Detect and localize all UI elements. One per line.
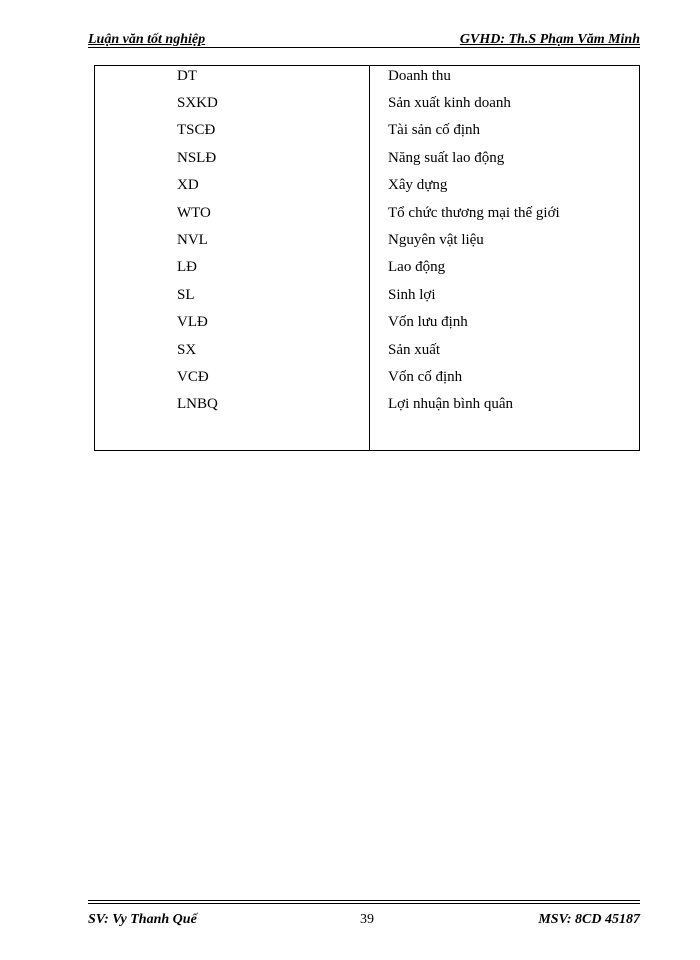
abbreviation-meaning: Vốn cố định xyxy=(388,369,463,385)
abbreviation-meaning: Nguyên vật liệu xyxy=(388,232,484,248)
table-row xyxy=(95,287,639,314)
abbreviation-meaning: Lao động xyxy=(388,259,446,275)
header-rule xyxy=(88,47,640,48)
abbreviation-meaning: Doanh thu xyxy=(388,68,451,84)
abbreviation-code: VLĐ xyxy=(177,314,208,330)
abbreviation-meaning: Xây dựng xyxy=(388,177,448,193)
student-id: MSV: 8CD 45187 xyxy=(538,912,640,927)
table-row xyxy=(95,150,639,177)
table-row xyxy=(95,95,639,122)
abbreviation-code: SXKD xyxy=(177,95,218,111)
abbreviation-meaning: Sản xuất kinh doanh xyxy=(388,95,511,111)
abbreviation-code: SL xyxy=(177,287,195,303)
abbreviation-meaning: Tài sản cố định xyxy=(388,122,481,138)
table-row xyxy=(95,369,639,396)
abbreviation-meaning: Vốn lưu định xyxy=(388,314,468,330)
footer-rule xyxy=(88,900,640,901)
table-row xyxy=(95,122,639,149)
page-number: 39 xyxy=(360,912,374,927)
abbreviation-code: LNBQ xyxy=(177,396,218,412)
abbreviation-code: WTO xyxy=(177,205,211,221)
abbreviation-meaning: Tổ chức thương mại thế giới xyxy=(388,205,560,221)
thesis-title: Luận văn tốt nghiệp xyxy=(88,32,206,47)
abbreviation-code: VCĐ xyxy=(177,369,209,385)
table-row xyxy=(95,396,639,423)
table-row xyxy=(95,177,639,204)
footer-rule xyxy=(88,903,640,904)
student-name: SV: Vy Thanh Quế xyxy=(88,912,197,927)
page-header xyxy=(88,30,640,48)
abbreviation-code: NVL xyxy=(177,232,208,248)
table-row xyxy=(95,205,639,232)
abbreviation-code: LĐ xyxy=(177,259,197,275)
abbreviation-code: TSCĐ xyxy=(177,122,216,138)
abbreviation-meaning: Năng suất lao động xyxy=(388,150,505,166)
page-footer xyxy=(88,900,640,930)
abbreviation-meaning: Sản xuất xyxy=(388,342,441,358)
table-row xyxy=(95,232,639,259)
abbreviation-code: DT xyxy=(177,68,197,84)
advisor-name: GVHD: Th.S Phạm Văm Minh xyxy=(459,32,640,47)
table-row xyxy=(95,68,639,95)
abbreviation-table xyxy=(94,65,640,451)
table-row xyxy=(95,314,639,341)
abbreviation-meaning: Sinh lợi xyxy=(388,287,436,303)
abbreviation-meaning: Lợi nhuận bình quân xyxy=(388,396,513,412)
abbreviation-code: SX xyxy=(177,342,197,358)
abbreviation-code: XD xyxy=(177,177,199,193)
abbreviation-code: NSLĐ xyxy=(177,150,217,166)
table-row xyxy=(95,342,639,369)
table-row xyxy=(95,259,639,286)
